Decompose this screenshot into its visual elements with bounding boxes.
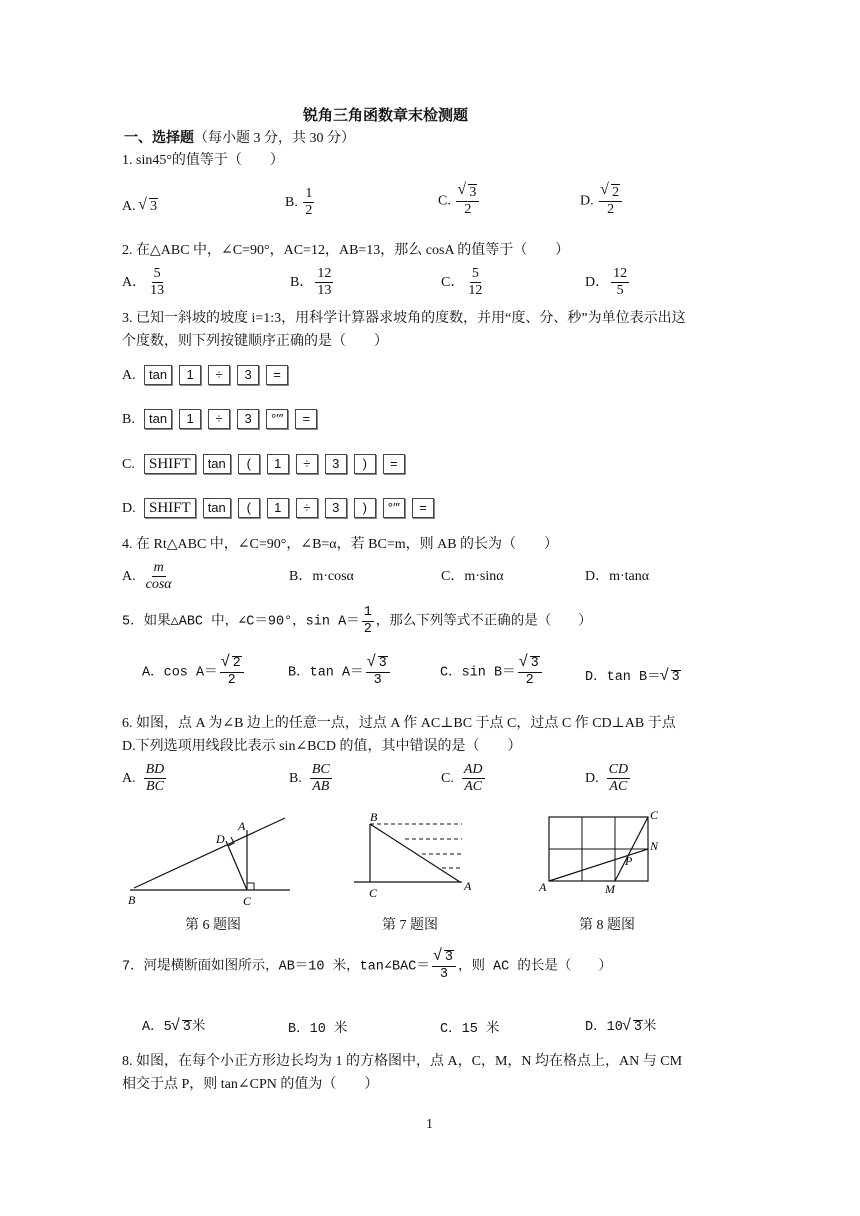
- section-note: （每小题 3 分，共 30 分）: [194, 131, 355, 146]
- q3-stem-line2: 个度数，则下列按键顺序正确的是（ ）: [122, 334, 388, 349]
- q2-option-b: B． $\frac{12}{13}$: [290, 266, 332, 299]
- q5-option-a: A．cos A＝ √ $\frac{2}{2}$: [142, 656, 246, 688]
- calc-key: (: [238, 454, 260, 474]
- q1-stem: 1. sin45°的值等于（ ）: [122, 153, 284, 168]
- q7-option-c: C．15 米: [440, 1022, 500, 1037]
- q7-option-d: D．10√ 3米: [585, 1020, 656, 1036]
- calc-key: ÷: [296, 454, 318, 474]
- calc-key: 3: [237, 409, 259, 429]
- q2-stem: 2. 在△ABC 中，∠C=90°，AC=12，AB=13，那么 cosA 的值等于（ ）: [122, 243, 570, 258]
- figure-7-caption: 第 7 题图: [382, 918, 438, 933]
- calc-key: =: [295, 409, 317, 429]
- figure-8: [535, 805, 670, 897]
- fig7-label-b: B: [370, 810, 378, 824]
- q7-option-a: A．5√ 3米: [142, 1020, 205, 1036]
- q7-stem: 7．河堤横断面如图所示，AB＝10 米，tan∠BAC＝ √ $\frac{3}{3}$ ，则 AC 的长是（ ）: [122, 950, 612, 982]
- calc-key: tan: [203, 454, 231, 474]
- q3-stem-line1: 3. 已知一斜坡的坡度 i=1:3，用科学计算器求坡角的度数，并用“度、分、秒”为单位表示出这: [122, 311, 686, 326]
- q3-option-b: B. tan 1 ÷ 3 °′″ =: [122, 409, 324, 429]
- fig6-label-d: D: [216, 832, 225, 846]
- calc-key: tan: [144, 409, 172, 429]
- q2-option-c: C． $\frac{5}{12}$: [441, 266, 483, 299]
- fig7-label-a: A: [464, 879, 472, 893]
- section-label: 一、选择题: [124, 131, 194, 146]
- calc-key: 1: [267, 454, 289, 474]
- q5-option-d: D．tan B＝√ 3: [585, 670, 681, 686]
- q3-option-c: C. SHIFT tan ( 1 ÷ 3 ) =: [122, 454, 412, 474]
- page-number: 1: [426, 1117, 433, 1132]
- calc-key: 3: [237, 365, 259, 385]
- fig8-label-m: M: [605, 882, 615, 896]
- q1-option-b: B. $\frac{1}{2}$: [285, 186, 313, 219]
- calc-key: 3: [325, 454, 347, 474]
- calc-key: tan: [144, 365, 172, 385]
- figure-6: [120, 808, 295, 908]
- figure-6-caption: 第 6 题图: [185, 918, 241, 933]
- calc-key: ): [354, 454, 376, 474]
- figure-8-caption: 第 8 题图: [579, 918, 635, 933]
- fig8-label-n: N: [650, 839, 659, 853]
- fig8-label-a: A: [539, 880, 547, 894]
- calc-key: SHIFT: [144, 454, 196, 474]
- calc-key: ÷: [208, 409, 230, 429]
- q2-option-d: D． $\frac{12}{5}$: [585, 266, 628, 299]
- q8-stem-line1: 8. 如图，在每个小正方形边长均为 1 的方格图中，点 A，C，M，N 均在格点上，AN 与 CM: [122, 1054, 683, 1069]
- q5-stem: 5．如果△ABC 中，∠C＝90°，sin A＝ $\frac{1}{2}$ ，那么下列等式不正确的是（ ）: [122, 605, 592, 637]
- q3-option-d: D. SHIFT tan ( 1 ÷ 3 ) °′″ =: [122, 498, 441, 518]
- q6-stem-line1: 6. 如图，点 A 为∠B 边上的任意一点，过点 A 作 AC⊥BC 于点 C，过点 C 作 CD⊥AB 于点: [122, 716, 676, 731]
- calc-key: 1: [179, 409, 201, 429]
- q4-stem: 4. 在 Rt△ABC 中，∠C=90°，∠B=α，若 BC=m，则 AB 的长为（ ）: [122, 537, 559, 552]
- q6-option-b: B. $\frac{BC}{AB}$: [289, 762, 330, 795]
- q8-stem-line2: 相交于点 P，则 tan∠CPN 的值为（ ）: [122, 1077, 379, 1092]
- page-title: 锐角三角函数章末检测题: [303, 108, 469, 124]
- q6-stem-line2: D.下列选项用线段比表示 sin∠BCD 的值，其中错误的是（ ）: [122, 739, 522, 754]
- q4-option-a: A. $\frac{m}{\cos\alpha}$: [122, 560, 172, 593]
- calc-key: 1: [267, 498, 289, 518]
- q4-option-c: C．m·sinα: [441, 569, 504, 584]
- calc-key: °′″: [266, 409, 288, 429]
- calc-key: °′″: [383, 498, 405, 518]
- q1-option-d: D. √ $\frac{2}{2}$: [580, 184, 624, 218]
- q1-option-c: C. √ $\frac{3}{2}$: [438, 184, 481, 218]
- calc-key: 1: [179, 365, 201, 385]
- calc-key: ÷: [208, 365, 230, 385]
- calc-key: ÷: [296, 498, 318, 518]
- q3-option-a: A. tan 1 ÷ 3 =: [122, 365, 295, 385]
- fig6-label-c: C: [243, 894, 252, 908]
- q2-option-a: A． $\frac{5}{13}$: [122, 266, 165, 299]
- calc-key: 3: [325, 498, 347, 518]
- q6-option-c: C. $\frac{AD}{AC}$: [441, 762, 483, 795]
- q4-option-b: B．m·cosα: [289, 569, 354, 584]
- q7-option-b: B．10 米: [288, 1022, 348, 1037]
- calc-key: ): [354, 498, 376, 518]
- calc-key: (: [238, 498, 260, 518]
- q6-option-d: D. $\frac{CD}{AC}$: [585, 762, 629, 795]
- fig8-label-p: P: [625, 854, 633, 868]
- fig6-label-a: A: [238, 819, 246, 833]
- q5-option-b: B．tan A＝ √ $\frac{3}{3}$: [288, 656, 392, 688]
- q6-option-a: A. $\frac{BD}{BC}$: [122, 762, 165, 795]
- calc-key: tan: [203, 498, 231, 518]
- q5-option-c: C．sin B＝ √ $\frac{3}{2}$: [440, 656, 544, 688]
- fig8-label-c: C: [650, 808, 659, 822]
- q1-option-a: A. √ 3: [122, 198, 158, 216]
- fig6-label-b: B: [128, 893, 136, 907]
- section-heading: [124, 131, 355, 148]
- calc-key: =: [383, 454, 405, 474]
- calc-key: =: [266, 365, 288, 385]
- q4-option-d: D．m·tanα: [585, 569, 650, 584]
- calc-key: =: [412, 498, 434, 518]
- fig7-label-c: C: [369, 886, 378, 900]
- calc-key: SHIFT: [144, 498, 196, 518]
- figure-7: [350, 810, 480, 900]
